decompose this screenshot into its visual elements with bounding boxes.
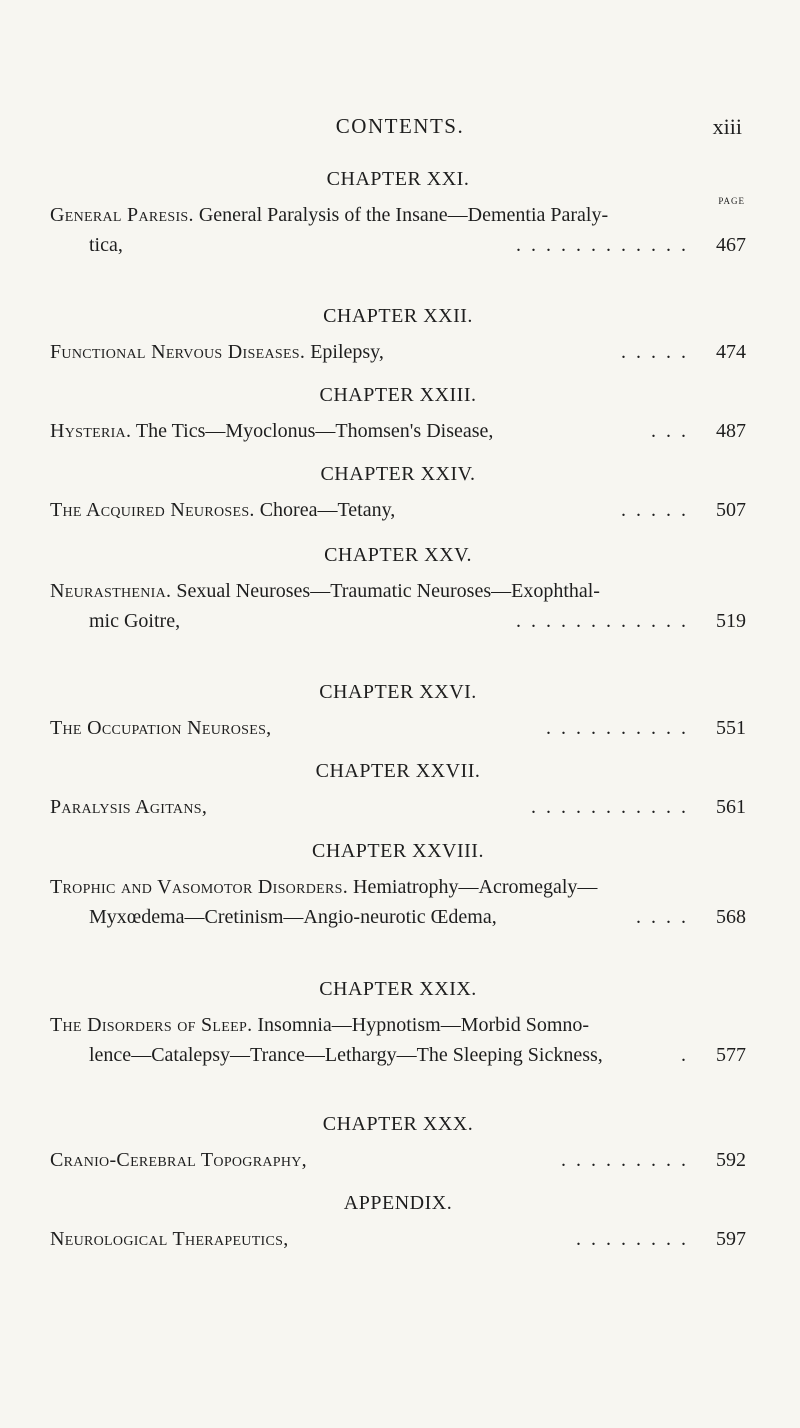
- leader-dots: .: [681, 1044, 696, 1066]
- page-number: 551: [716, 717, 746, 739]
- chapter-title: The Acquired Neuroses.: [50, 499, 255, 521]
- toc-entry[interactable]: [50, 760, 746, 822]
- chapter-heading: CHAPTER XXII.: [323, 305, 473, 327]
- leader-dots: .........: [561, 1149, 696, 1171]
- chapter-heading: CHAPTER XXVI.: [319, 681, 477, 703]
- chapter-title: The Disorders of Sleep.: [50, 1014, 253, 1036]
- chapter-description: Hemiatrophy—Acromegaly—: [353, 876, 598, 898]
- chapter-description: The Tics—Myoclonus—Thomsen's Disease,: [135, 420, 494, 442]
- chapter-heading: CHAPTER XXV.: [324, 544, 472, 566]
- chapter-description-cont: lence—Catalepsy—Trance—Lethargy—The Sleeping Sickness,: [89, 1044, 603, 1066]
- chapter-description-cont: Myxœdema—Cretinism—Angio-neurotic Œdema,: [89, 906, 497, 928]
- page-number: 597: [716, 1228, 746, 1250]
- toc-entry[interactable]: [50, 544, 746, 636]
- chapter-title: Cranio-Cerebral Topography,: [50, 1149, 307, 1171]
- chapter-title: Neurasthenia.: [50, 580, 172, 602]
- toc-entry[interactable]: [50, 1192, 746, 1254]
- leader-dots: ........: [576, 1228, 696, 1250]
- chapter-heading: CHAPTER XXVIII.: [312, 840, 484, 862]
- appendix-heading: APPENDIX.: [343, 1192, 453, 1214]
- leader-dots: ....: [636, 906, 696, 928]
- appendix-title: Neurological Therapeutics,: [50, 1228, 289, 1250]
- running-head-title: CONTENTS.: [335, 114, 465, 138]
- leader-dots: ...: [651, 420, 696, 442]
- chapter-heading: CHAPTER XXX.: [322, 1113, 474, 1135]
- chapter-heading: CHAPTER XXIX.: [319, 978, 477, 1000]
- chapter-description: General Paralysis of the Insane—Dementia Paraly-: [198, 204, 609, 226]
- page-number: 592: [716, 1149, 746, 1171]
- chapter-description: Chorea—Tetany,: [259, 499, 396, 521]
- page-number: 507: [716, 499, 746, 521]
- chapter-description-cont: tica,: [89, 234, 123, 256]
- chapter-description: Epilepsy,: [310, 341, 384, 363]
- leader-dots: ..........: [546, 717, 696, 739]
- page-number: 561: [716, 796, 746, 818]
- chapter-heading: CHAPTER XXI.: [326, 168, 470, 190]
- chapter-title: General Paresis.: [50, 204, 194, 226]
- page-number: 519: [716, 610, 746, 632]
- leader-dots: ............: [516, 234, 696, 256]
- chapter-title: The Occupation Neuroses,: [50, 717, 272, 739]
- toc-entry[interactable]: [50, 384, 746, 446]
- page-number: 568: [716, 906, 746, 928]
- chapter-description-cont: mic Goitre,: [89, 610, 181, 632]
- toc-entry[interactable]: [50, 168, 746, 260]
- toc-entry[interactable]: [50, 978, 746, 1070]
- chapter-description: Sexual Neuroses—Traumatic Neuroses—Exophthal-: [176, 580, 600, 602]
- chapter-description: Insomnia—Hypnotism—Morbid Somno-: [257, 1014, 590, 1036]
- chapter-heading: CHAPTER XXIII.: [319, 384, 477, 406]
- leader-dots: ............: [516, 610, 696, 632]
- chapter-title: Hysteria.: [50, 420, 132, 442]
- chapter-title: Paralysis Agitans,: [50, 796, 208, 818]
- toc-entry[interactable]: [50, 1113, 746, 1175]
- toc-entry[interactable]: [50, 305, 746, 367]
- toc-entry[interactable]: [50, 840, 746, 932]
- page-number: 577: [716, 1044, 746, 1066]
- running-head: [0, 114, 800, 144]
- toc-entry[interactable]: [50, 463, 746, 525]
- chapter-title: Functional Nervous Diseases.: [50, 341, 306, 363]
- page-number: 467: [716, 234, 746, 256]
- chapter-title: Trophic and Vasomotor Disorders.: [50, 876, 349, 898]
- page-number: 487: [716, 420, 746, 442]
- chapter-heading: CHAPTER XXIV.: [320, 463, 476, 485]
- leader-dots: ...........: [531, 796, 696, 818]
- toc-entry[interactable]: [50, 681, 746, 743]
- leader-dots: .....: [621, 499, 696, 521]
- page-folio: xiii: [712, 114, 742, 139]
- page-column-label: PAGE: [718, 196, 745, 206]
- chapter-heading: CHAPTER XXVII.: [315, 760, 481, 782]
- leader-dots: .....: [621, 341, 696, 363]
- page-number: 474: [716, 341, 746, 363]
